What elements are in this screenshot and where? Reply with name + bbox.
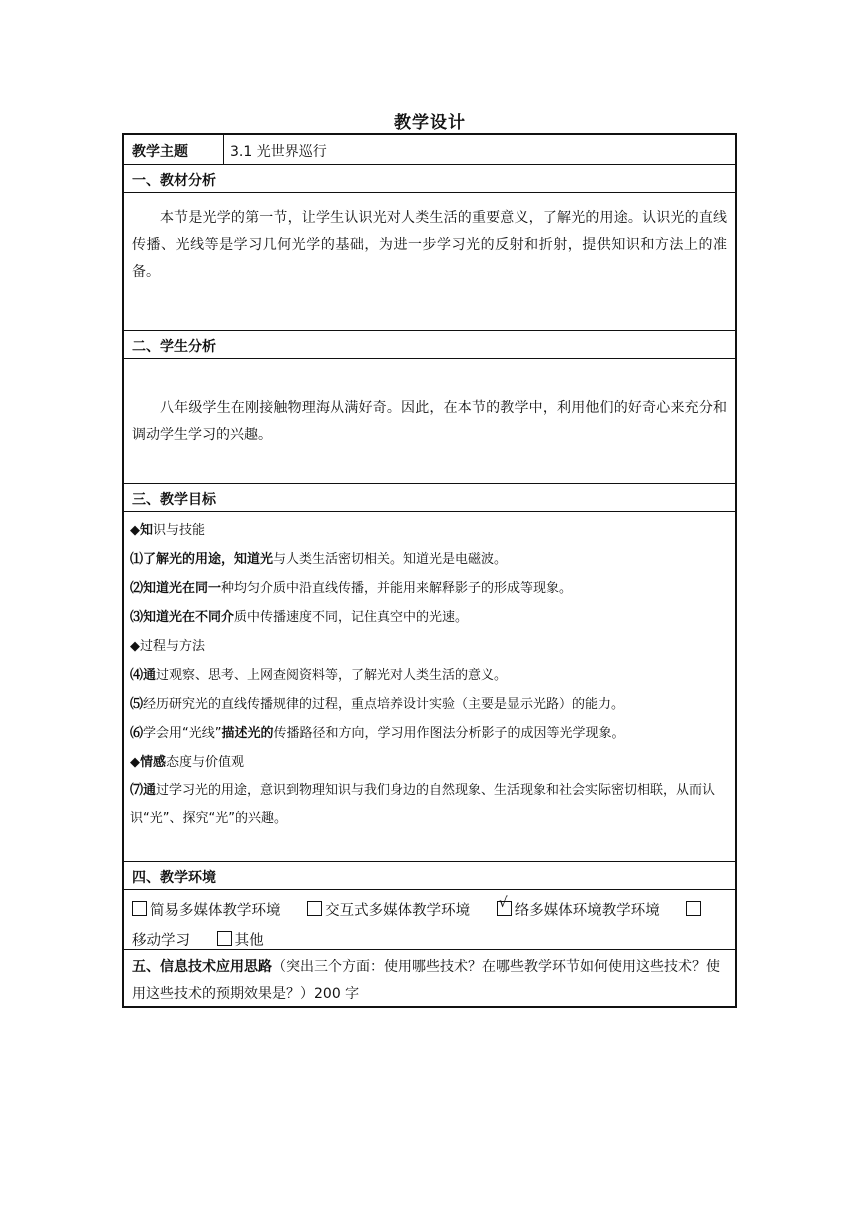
env-option-mobile-label: 移动学习 <box>132 933 190 949</box>
goal-item-2: ⑵知道光在同一种均匀介质中沿直线传播，并能用来解释影子的形成等现象。 <box>130 581 573 596</box>
document-title: 教学设计 <box>394 113 466 133</box>
checkbox-checked[interactable] <box>497 895 512 916</box>
topic-label: 教学主题 <box>124 135 224 164</box>
goal-item-5: ⑸经历研究光的直线传播规律的过程，重点培养设计实验（主要是显示光路）的能力。 <box>130 697 625 712</box>
checkmark-icon: √ <box>498 895 508 911</box>
goal-item-3: ⑶知道光在不同介质中传播速度不同，记住真空中的光速。 <box>130 610 469 625</box>
env-option-mobile[interactable] <box>686 896 704 926</box>
checkbox[interactable] <box>686 901 701 916</box>
goal-item-6: ⑹学会用“光线”描述光的传播路径和方向，学习用作图法分析影子的成因等光学现象。 <box>130 726 625 741</box>
tech-text: （突出三个方面：使用哪些技术？在哪些教学环节如何使用这些技术？使用这些技术的预期效果是？）200 字 <box>132 959 720 1002</box>
goal-category-attitude: ◆情感态度与价值观 <box>130 755 245 770</box>
goal-item-7: ⑺通过学习光的用途，意识到物理知识与我们身边的自然现象、生活现象和社会实际密切相联，从而认识“光”、探究“光”的兴趣。 <box>130 783 716 826</box>
analysis-header: 一、教材分析 <box>124 165 735 193</box>
lesson-design-table <box>122 133 737 1008</box>
environment-header: 四、教学环境 <box>124 862 735 890</box>
checkbox[interactable] <box>307 901 322 916</box>
env-option-simple[interactable]: 简易多媒体教学环境 <box>132 896 281 926</box>
goal-item-4: ⑷通过观察、思考、上网查阅资料等，了解光对人类生活的意义。 <box>130 668 508 683</box>
bullet-icon: ◆ <box>130 523 140 538</box>
environment-options <box>124 890 735 950</box>
topic-value: 3.1 光世界巡行 <box>230 144 327 160</box>
topic-row <box>124 135 735 165</box>
analysis-text: 本节是光学的第一节，让学生认识光对人类生活的重要意义，了解光的用途。认识光的直线传播、光线等是学习几何光学的基础，为进一步学习光的反射和折射，提供知识和方法上的准备。 <box>124 193 735 331</box>
bullet-icon: ◆ <box>130 755 140 770</box>
env-option-other[interactable]: 其他 <box>217 926 264 956</box>
goals-header: 三、教学目标 <box>124 484 735 512</box>
goal-category-knowledge: ◆知识与技能 <box>130 523 206 538</box>
goals-body <box>124 512 735 862</box>
student-header: 二、学生分析 <box>124 331 735 359</box>
tech-section <box>124 950 735 1006</box>
tech-header: 五、信息技术应用思路 <box>132 959 272 975</box>
goal-item-1: ⑴了解光的用途，知道光与人类生活密切相关。知道光是电磁波。 <box>130 552 508 567</box>
checkbox[interactable] <box>217 931 232 946</box>
env-option-interactive[interactable]: 交互式多媒体教学环境 <box>307 896 470 926</box>
bullet-icon: ◆ <box>130 639 140 654</box>
student-text: 八年级学生在刚接触物理海从满好奇。因此，在本节的教学中，利用他们的好奇心来充分和调动学生学习的兴趣。 <box>124 359 735 484</box>
goal-category-process: ◆过程与方法 <box>130 639 206 654</box>
checkbox[interactable] <box>132 901 147 916</box>
env-option-network[interactable]: √ 络多媒体环境教学环境 <box>498 895 660 919</box>
